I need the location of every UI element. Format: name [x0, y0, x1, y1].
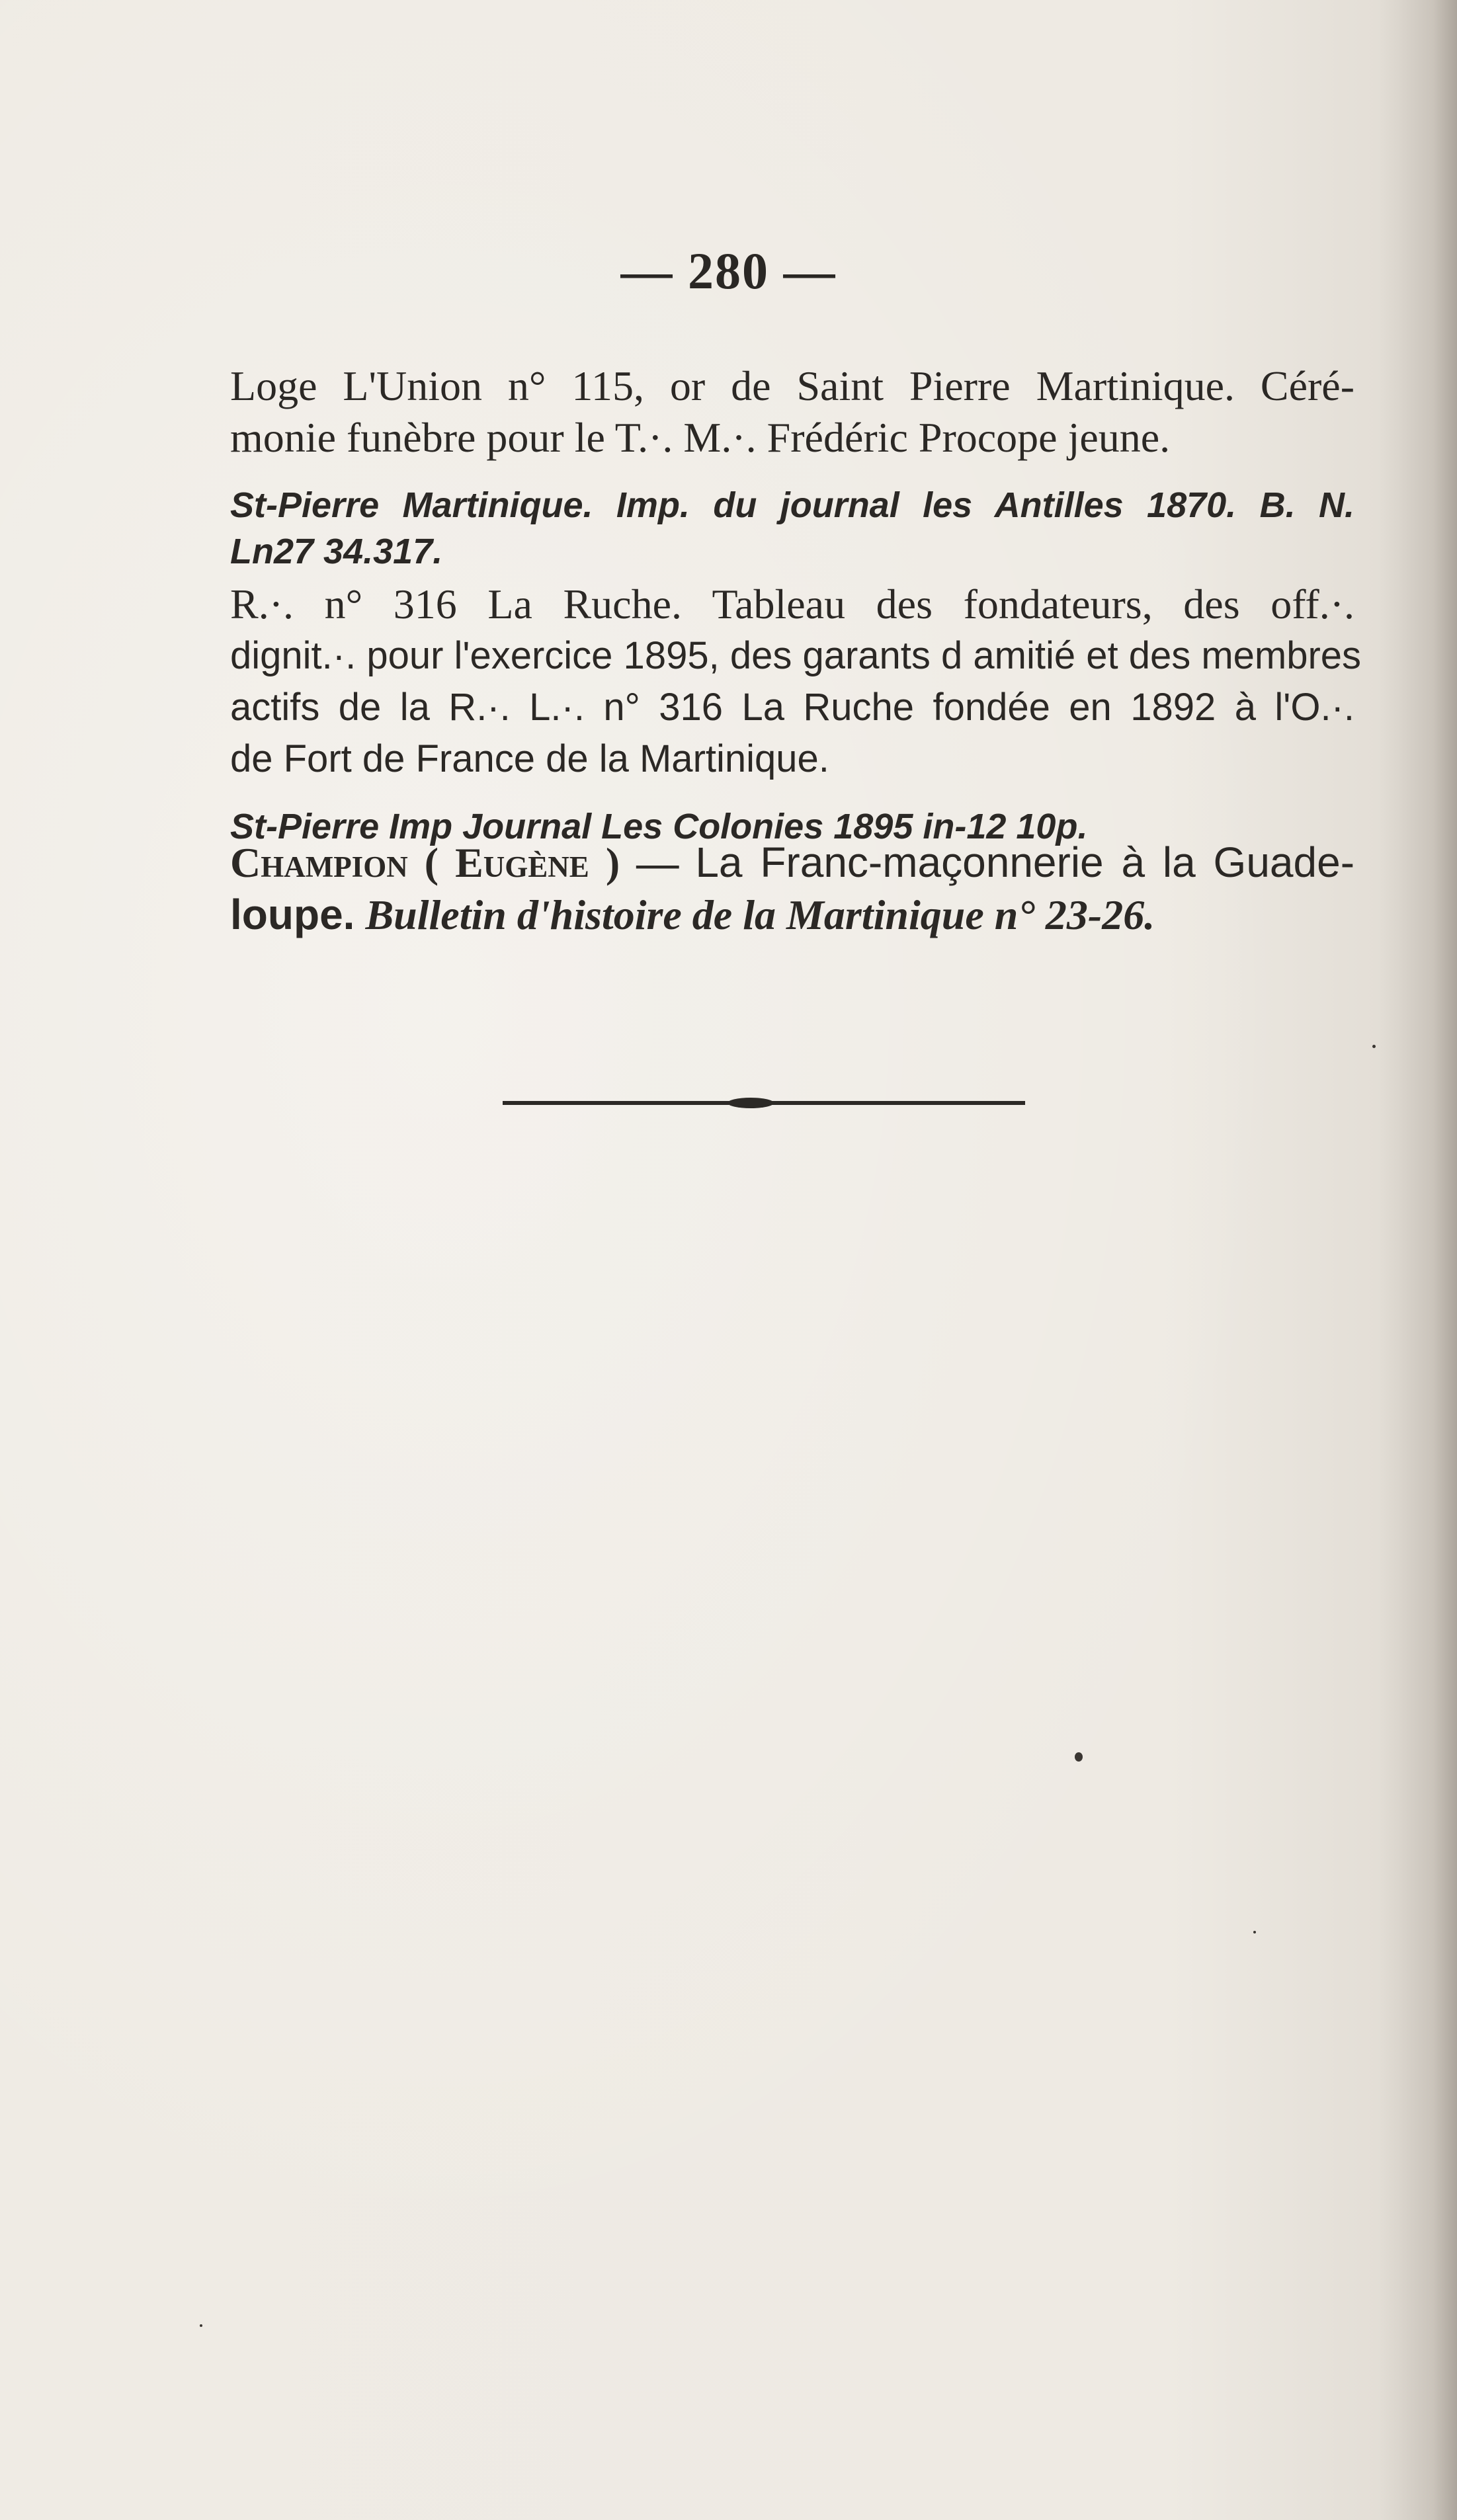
ink-speck: [1075, 1752, 1083, 1762]
em-dash: —: [636, 839, 679, 886]
journal-reference: Bulletin d'histoire de la Martinique n° 23-26.: [365, 891, 1155, 938]
entry-line: [230, 889, 1354, 941]
imprint-line: St-Pierre Martinique. Imp. du journal les Antilles 1870. B. N.: [230, 485, 1354, 525]
entry-line: dignit.·. pour l'exercice 1895, des garants d amitié et des membres: [230, 634, 1362, 677]
ink-speck: [1372, 1045, 1376, 1048]
imprint-line: Ln27 34.317.: [230, 532, 443, 571]
work-title: La Franc-maçonnerie à la Guade-: [695, 838, 1355, 886]
work-title-end: loupe.: [230, 891, 355, 938]
entry-line: monie funèbre pour le T.·. M.·. Frédéric Procope jeune.: [230, 414, 1171, 461]
entry-loge-union: [230, 360, 1354, 575]
entry-line: de Fort de France de la Martinique.: [230, 737, 829, 780]
ink-speck: [200, 2324, 202, 2327]
page-gutter-shadow: [1378, 0, 1457, 2520]
entry-la-ruche: [230, 579, 1362, 850]
entry-line: [230, 836, 1354, 889]
entry-line: actifs de la R.·. L.·. n° 316 La Ruche fondée en 1892 à l'O.·.: [230, 686, 1354, 729]
author-name: Champion ( Eugène ): [230, 839, 620, 886]
entry-line: Loge L'Union n° 115, or de Saint Pierre Martinique. Céré-: [230, 362, 1354, 409]
entry-line: R.·. n° 316 La Ruche. Tableau des fondateurs, des off.·.: [230, 581, 1354, 628]
imprint-line: St-Pierre Imp Journal Les Colonies 1895 in-12 10p.: [230, 807, 1088, 846]
entry-champion: [230, 836, 1354, 941]
ink-speck: [1253, 1931, 1256, 1933]
page-number: — 280 —: [620, 242, 837, 300]
section-rule-ornament: [728, 1098, 774, 1108]
